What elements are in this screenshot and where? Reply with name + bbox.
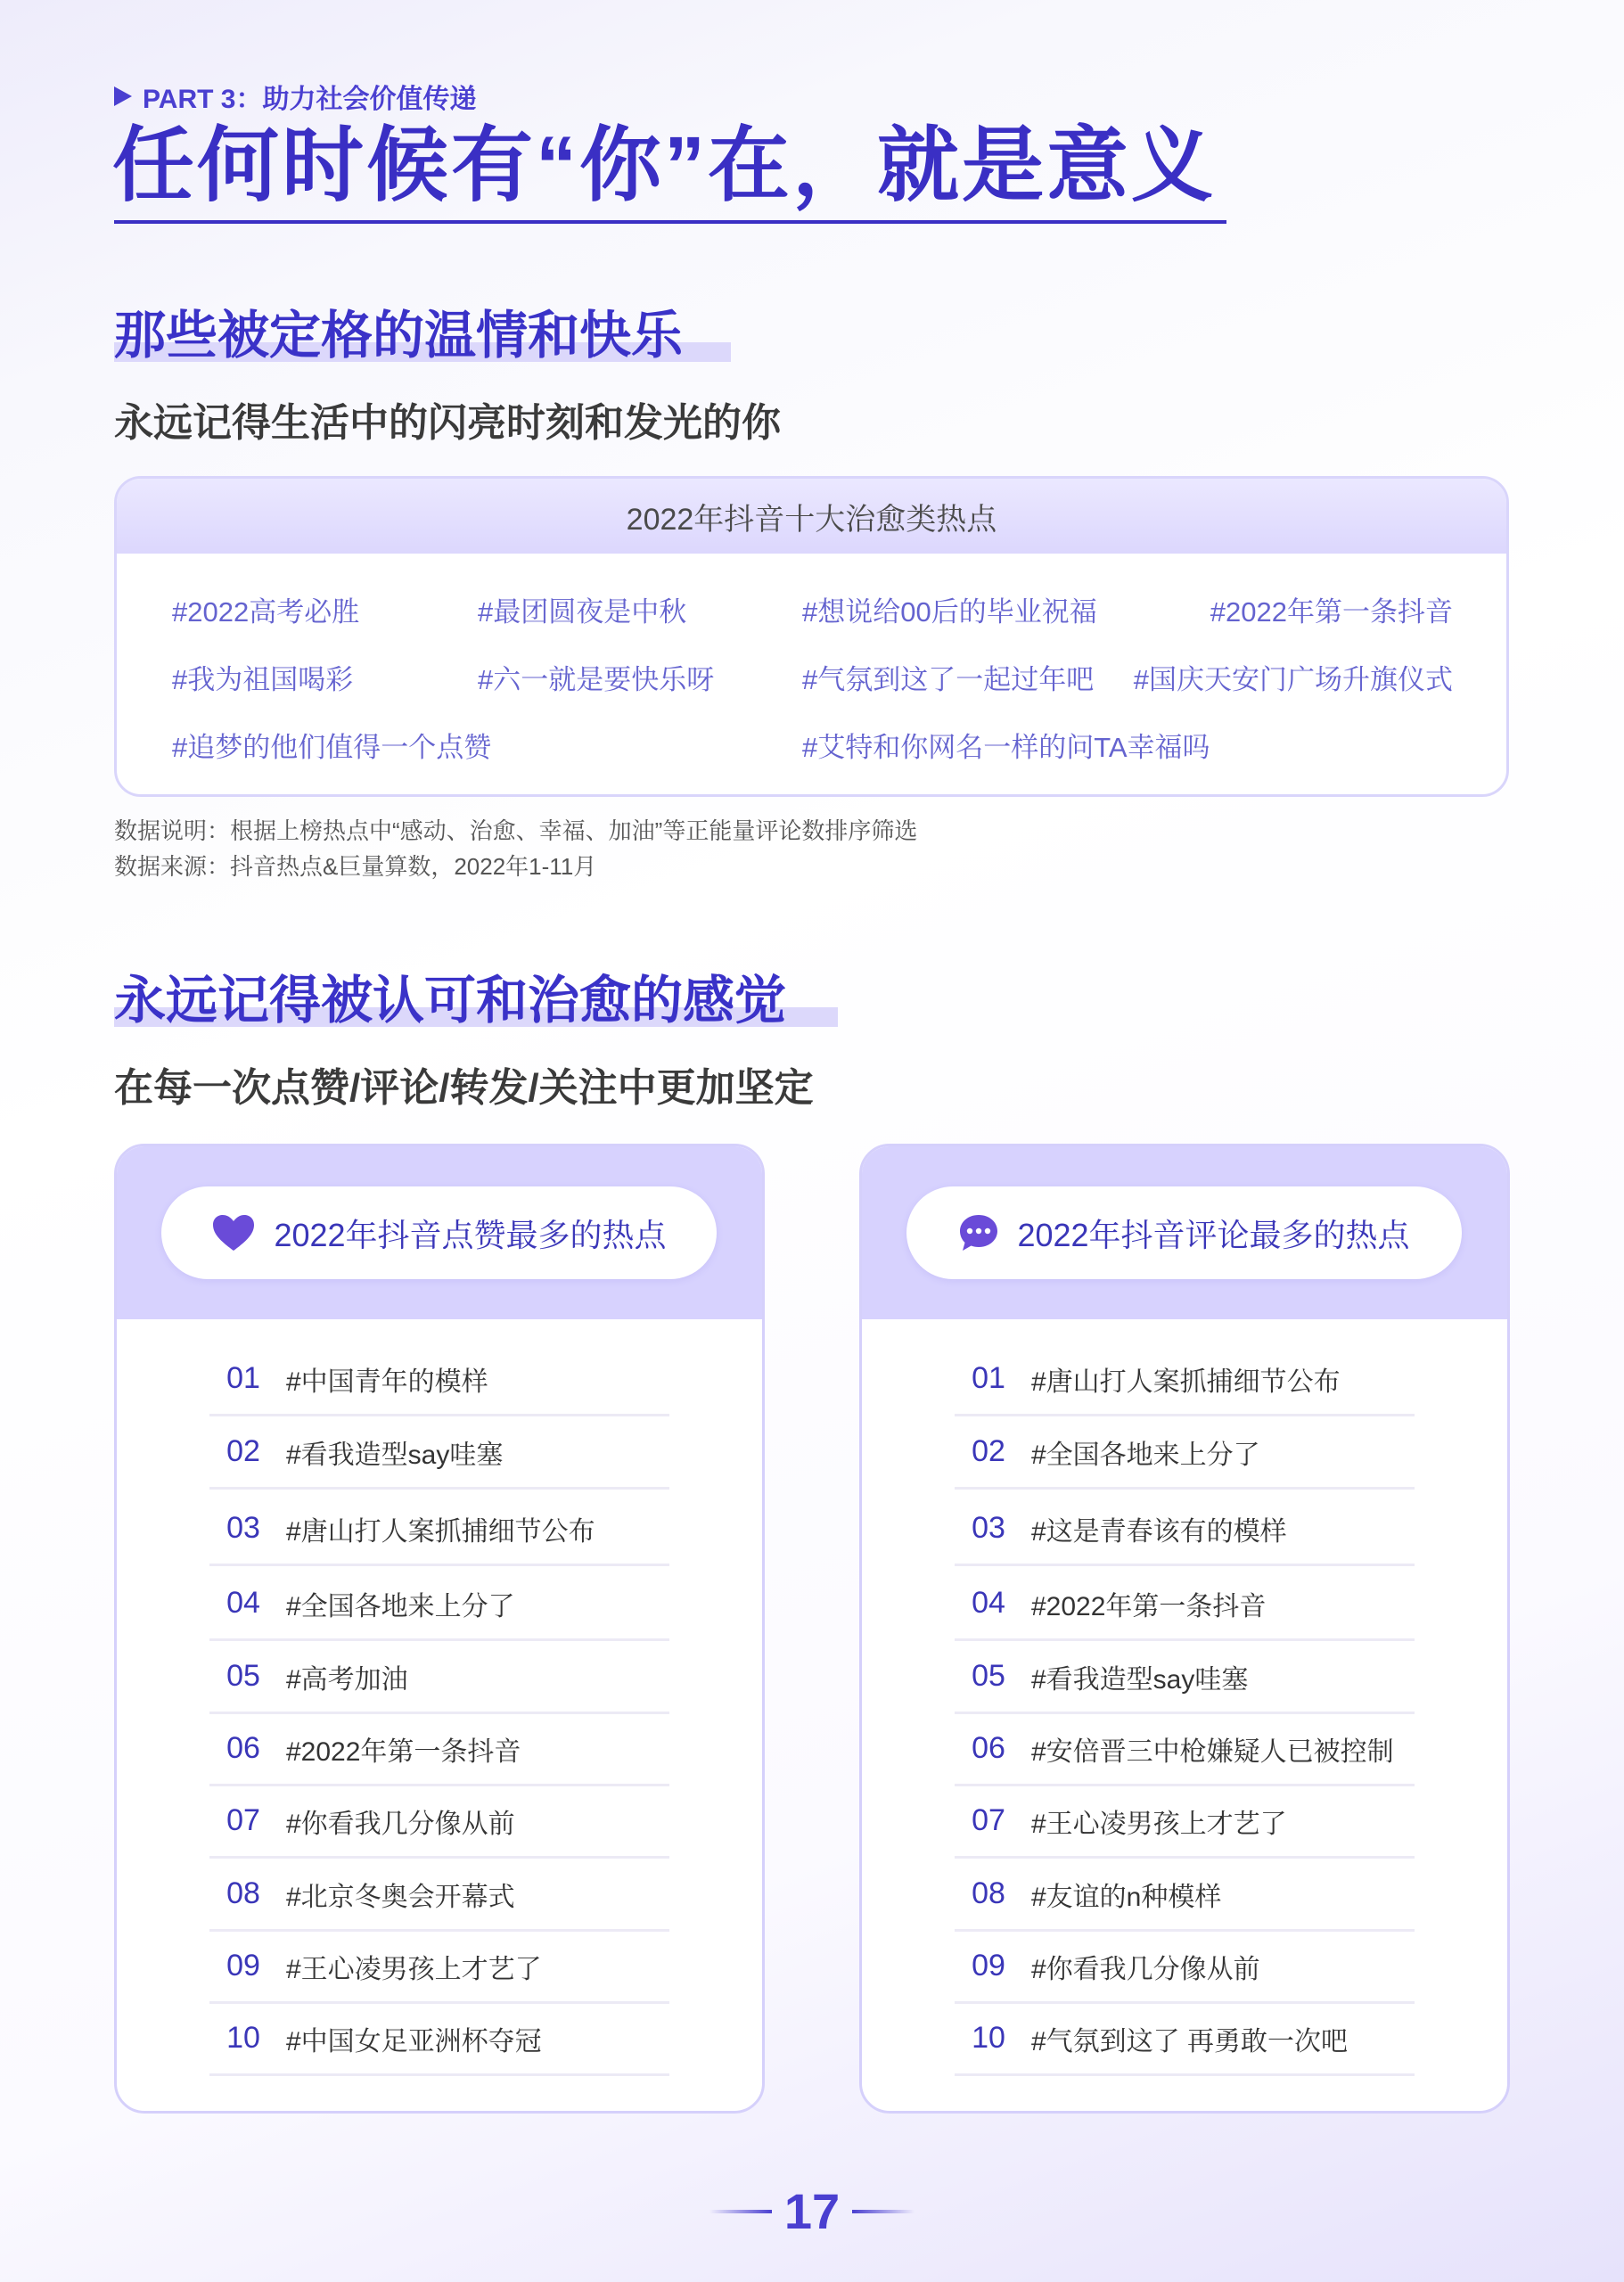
rank-number: 04 bbox=[972, 1586, 1005, 1620]
topic-tag[interactable]: #我为祖国喝彩 bbox=[172, 664, 354, 695]
rank-topic: #北京冬奥会开幕式 bbox=[286, 1882, 515, 1912]
ranking-row[interactable] bbox=[209, 1785, 669, 1859]
rank-topic: #唐山打人案抓捕细节公布 bbox=[1031, 1367, 1341, 1397]
ranking-row[interactable] bbox=[209, 1493, 669, 1566]
section2-heading: 永远记得被认可和治愈的感觉 bbox=[114, 972, 787, 1030]
rank-number: 08 bbox=[972, 1876, 1005, 1910]
rank-topic: #全国各地来上分了 bbox=[1031, 1440, 1260, 1470]
ranking-row[interactable] bbox=[209, 1859, 669, 1932]
data-description-note: 数据说明：根据上榜热点中“感动、治愈、幸福、加油”等正能量评论数排序筛选 bbox=[114, 817, 918, 844]
page-number bbox=[0, 2182, 1624, 2240]
data-source-note: 数据来源：抖音热点&巨量算数，2022年1-11月 bbox=[114, 853, 597, 880]
ranking-row[interactable] bbox=[209, 1641, 669, 1714]
topic-tag[interactable]: #最团圆夜是中秋 bbox=[478, 596, 687, 628]
ranking-row[interactable] bbox=[209, 1416, 669, 1490]
rank-topic: #2022年第一条抖音 bbox=[286, 1736, 521, 1767]
title-underline bbox=[114, 220, 1226, 224]
ranking-row[interactable] bbox=[955, 1493, 1415, 1566]
ranking-row[interactable] bbox=[955, 1785, 1415, 1859]
rank-topic: #你看我几分像从前 bbox=[1031, 1954, 1260, 1984]
healing-topics-box bbox=[114, 476, 1509, 797]
rank-topic: #看我造型say哇塞 bbox=[1031, 1664, 1249, 1695]
rank-topic: #王心凌男孩上才艺了 bbox=[286, 1954, 542, 1984]
rank-topic: #这是青春该有的模样 bbox=[1031, 1516, 1287, 1547]
topic-tag[interactable]: #六一就是要快乐呀 bbox=[478, 664, 715, 695]
rank-number: 07 bbox=[226, 1803, 260, 1837]
rank-number: 05 bbox=[972, 1659, 1005, 1693]
rank-topic: #中国青年的模样 bbox=[286, 1367, 488, 1397]
ranking-row[interactable] bbox=[955, 1859, 1415, 1932]
page-title: 任何时候有“你”在，就是意义 bbox=[112, 120, 1217, 211]
rank-topic: #唐山打人案抓捕细节公布 bbox=[286, 1516, 595, 1547]
topic-tag[interactable]: #2022高考必胜 bbox=[172, 596, 360, 628]
rank-topic: #看我造型say哇塞 bbox=[286, 1440, 504, 1470]
topic-tag[interactable]: #追梦的他们值得一个点赞 bbox=[172, 732, 492, 763]
card-header bbox=[117, 1146, 762, 1319]
ranking-row[interactable] bbox=[955, 1343, 1415, 1416]
ranking-row[interactable] bbox=[209, 1568, 669, 1641]
rank-topic: #2022年第一条抖音 bbox=[1031, 1591, 1267, 1621]
rank-topic: #友谊的n种模样 bbox=[1031, 1882, 1222, 1912]
healing-topics-title: 2022年抖音十大治愈类热点 bbox=[117, 479, 1506, 554]
card-title: 2022年抖音评论最多的热点 bbox=[1017, 1216, 1410, 1253]
rank-topic: #中国女足亚洲杯夺冠 bbox=[286, 2026, 542, 2056]
page-number-bar-right bbox=[852, 2210, 915, 2213]
rank-number: 03 bbox=[226, 1511, 260, 1545]
rank-number: 07 bbox=[972, 1803, 1005, 1837]
topic-tag[interactable]: #气氛到这了一起过年吧 bbox=[802, 664, 1095, 695]
ranking-row[interactable] bbox=[955, 1416, 1415, 1490]
rank-topic: #王心凌男孩上才艺了 bbox=[1031, 1809, 1287, 1839]
triangle-icon bbox=[114, 86, 132, 106]
rank-topic: #安倍晋三中枪嫌疑人已被控制 bbox=[1031, 1736, 1394, 1767]
ranking-row[interactable] bbox=[209, 1931, 669, 2004]
part-label-text: PART 3：助力社会价值传递 bbox=[143, 85, 477, 114]
topic-tag[interactable]: #艾特和你网名一样的问TA幸福吗 bbox=[802, 732, 1210, 763]
section2-subheading: 在每一次点赞/评论/转发/关注中更加坚定 bbox=[114, 1066, 814, 1110]
ranking-row[interactable] bbox=[209, 2003, 669, 2076]
page-number-bar-left bbox=[709, 2210, 772, 2213]
rank-topic: #高考加油 bbox=[286, 1664, 408, 1695]
rank-number: 10 bbox=[972, 2021, 1005, 2055]
rank-number: 09 bbox=[972, 1949, 1005, 1982]
page-number-text: 17 bbox=[783, 2183, 841, 2239]
rank-number: 10 bbox=[226, 2021, 260, 2055]
ranking-row[interactable] bbox=[955, 1641, 1415, 1714]
topic-tag[interactable]: #想说给00后的毕业祝福 bbox=[802, 596, 1097, 628]
most-liked-card bbox=[114, 1144, 765, 2114]
rank-number: 01 bbox=[226, 1361, 260, 1395]
rank-topic: #气氛到这了 再勇敢一次吧 bbox=[1031, 2026, 1349, 2056]
rank-number: 02 bbox=[972, 1434, 1005, 1468]
rank-number: 06 bbox=[972, 1731, 1005, 1765]
part-label bbox=[114, 77, 476, 116]
rank-number: 03 bbox=[972, 1511, 1005, 1545]
topic-tag[interactable]: #2022年第一条抖音 bbox=[1210, 596, 1453, 628]
ranking-row[interactable] bbox=[209, 1343, 669, 1416]
rank-topic: #你看我几分像从前 bbox=[286, 1809, 515, 1839]
section1-heading: 那些被定格的温情和快乐 bbox=[114, 307, 684, 365]
rank-number: 06 bbox=[226, 1731, 260, 1765]
ranking-row[interactable] bbox=[209, 1713, 669, 1786]
ranking-row[interactable] bbox=[955, 1713, 1415, 1786]
heart-icon bbox=[211, 1213, 256, 1252]
rank-number: 04 bbox=[226, 1586, 260, 1620]
section1-subheading: 永远记得生活中的闪亮时刻和发光的你 bbox=[114, 401, 781, 445]
ranking-row[interactable] bbox=[955, 1931, 1415, 2004]
rank-topic: #全国各地来上分了 bbox=[286, 1591, 515, 1621]
ranking-row[interactable] bbox=[955, 1568, 1415, 1641]
rank-number: 09 bbox=[226, 1949, 260, 1982]
rank-number: 08 bbox=[226, 1876, 260, 1910]
rank-number: 02 bbox=[226, 1434, 260, 1468]
card-header bbox=[862, 1146, 1507, 1319]
card-title: 2022年抖音点赞最多的热点 bbox=[274, 1216, 667, 1253]
card-title-pill bbox=[161, 1186, 717, 1279]
chat-bubble-icon bbox=[958, 1213, 999, 1252]
rank-number: 05 bbox=[226, 1659, 260, 1693]
card-title-pill bbox=[906, 1186, 1462, 1279]
most-commented-card bbox=[859, 1144, 1510, 2114]
topic-tag[interactable]: #国庆天安门广场升旗仪式 bbox=[1133, 664, 1453, 695]
rank-number: 01 bbox=[972, 1361, 1005, 1395]
ranking-row[interactable] bbox=[955, 2003, 1415, 2076]
